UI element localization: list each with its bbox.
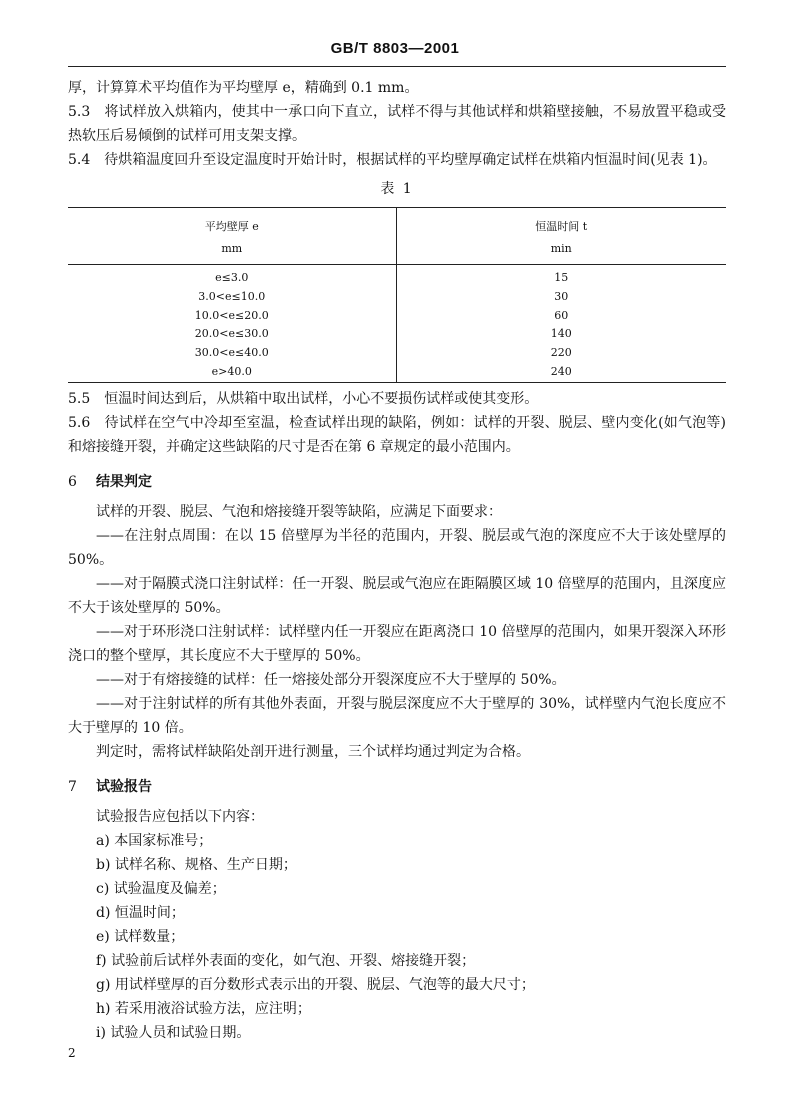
requirement-item: ——在注射点周围：在以 15 倍壁厚为半径的范围内，开裂、脱层或气泡的深度应不大于该处壁厚的 50%。 — [68, 527, 726, 568]
table-1 — [68, 207, 726, 383]
header-rule — [68, 66, 726, 67]
col-header-time: 恒温时间 t — [535, 220, 588, 233]
report-item: i) 试验人员和试验日期。 — [96, 1024, 251, 1041]
col-unit-thickness: mm — [68, 238, 396, 265]
cell-thickness: e≤3.0 — [68, 265, 396, 288]
requirement-item: ——对于环形浇口注射试样：试样壁内任一开裂应在距离浇口 10 倍壁厚的范围内，如果开裂深入环形浇口的整个壁厚，其长度应不大于壁厚的 50%。 — [68, 623, 726, 664]
report-item: c) 试验温度及偏差； — [96, 880, 226, 897]
document-body — [68, 76, 726, 1045]
cell-thickness: 10.0<e≤20.0 — [68, 307, 396, 326]
report-item: h) 若采用液浴试验方法，应注明； — [96, 1000, 311, 1017]
section-6-heading — [68, 469, 726, 494]
section-7-title: 试验报告 — [96, 777, 152, 794]
table-row — [68, 265, 726, 288]
report-item: b) 试样名称、规格、生产日期； — [96, 856, 297, 873]
cell-thickness: e>40.0 — [68, 363, 396, 382]
table-row — [68, 307, 726, 326]
section-6-number: 6 — [68, 473, 77, 490]
requirement-item: ——对于有熔接缝的试样：任一熔接处部分开裂深度应不大于壁厚的 50%。 — [96, 671, 566, 688]
clause-5-6: 5.6 待试样在空气中冷却至室温，检查试样出现的缺陷，例如：试样的开裂、脱层、壁内变化(如气泡等)和熔接缝开裂，并确定这些缺陷的尺寸是否在第 6 章规定的最小范围内。 — [68, 414, 726, 455]
requirement-item: ——对于隔膜式浇口注射试样：任一开裂、脱层或气泡应在距隔膜区域 10 倍壁厚的范围内，且深度应不大于该处壁厚的 50%。 — [68, 575, 726, 616]
page-number: 2 — [68, 1046, 76, 1060]
document-code: GB/T 8803—2001 — [330, 40, 460, 57]
cell-time: 240 — [550, 364, 572, 378]
table-row — [68, 344, 726, 363]
table-row — [68, 325, 726, 344]
clause-5-3: 5.3 将试样放入烘箱内，使其中一承口向下直立，试样不得与其他试样和烘箱壁接触，不易放置平稳或受热软压后易倾倒的试样可用支架支撑。 — [68, 104, 726, 144]
requirement-item: ——对于注射试样的所有其他外表面，开裂与脱层深度应不大于壁厚的 30%，试样壁内气泡长度应不大于壁厚的 10 倍。 — [68, 695, 726, 736]
cell-thickness: 3.0<e≤10.0 — [68, 288, 396, 307]
col-unit-time: min — [550, 242, 572, 255]
report-item: a) 本国家标准号； — [96, 832, 213, 849]
section-7-heading — [68, 774, 726, 799]
cell-time: 30 — [554, 289, 569, 303]
report-item: d) 恒温时间； — [96, 904, 185, 921]
section-6-intro: 试样的开裂、脱层、气泡和熔接缝开裂等缺陷，应满足下面要求： — [96, 503, 502, 520]
report-item: g) 用试样壁厚的百分数形式表示出的开裂、脱层、气泡等的最大尺寸； — [96, 976, 535, 993]
cell-time: 140 — [550, 327, 572, 341]
report-item: e) 试样数量； — [96, 928, 185, 945]
table-row — [68, 363, 726, 382]
cell-time: 220 — [550, 346, 572, 360]
table-row — [68, 288, 726, 307]
clause-5-4: 5.4 待烘箱温度回升至设定温度时开始计时，根据试样的平均壁厚确定试样在烘箱内恒温时间(见表 1)。 — [68, 152, 717, 168]
section-7-number: 7 — [68, 778, 77, 795]
cell-time: 60 — [554, 308, 569, 322]
section-7-intro: 试验报告应包括以下内容： — [96, 808, 264, 825]
section-6-conclusion: 判定时，需将试样缺陷处剖开进行测量，三个试样均通过判定为合格。 — [96, 743, 530, 760]
report-item: f) 试验前后试样外表面的变化，如气泡、开裂、熔接缝开裂； — [96, 952, 476, 969]
paragraph-continuation: 厚，计算算术平均值作为平均壁厚 e，精确到 0.1 mm。 — [68, 80, 419, 96]
clause-5-5: 5.5 恒温时间达到后，从烘箱中取出试样，小心不要损伤试样或使其变形。 — [68, 390, 539, 407]
col-header-thickness: 平均壁厚 e — [68, 208, 396, 239]
cell-time: 15 — [554, 271, 569, 284]
cell-thickness: 30.0<e≤40.0 — [68, 344, 396, 363]
cell-thickness: 20.0<e≤30.0 — [68, 325, 396, 344]
table-caption: 表 1 — [380, 181, 414, 197]
section-6-title: 结果判定 — [96, 472, 152, 489]
